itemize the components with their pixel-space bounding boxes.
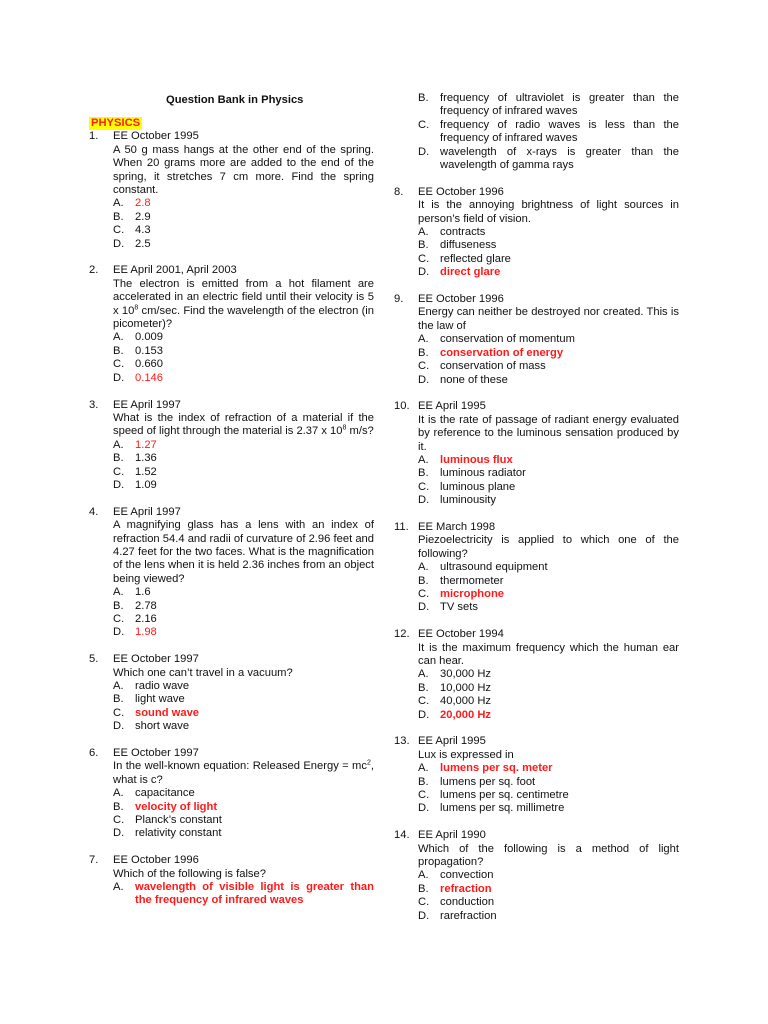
option-text: 4.3: [135, 224, 151, 237]
question-source: EE October 1994: [418, 628, 504, 641]
question-number: 8.: [394, 185, 404, 198]
option: [418, 239, 679, 252]
question-number: 3.: [89, 398, 99, 411]
option-letter: B.: [418, 574, 429, 587]
option-letter: D.: [113, 626, 125, 639]
option-letter: A.: [418, 453, 429, 466]
question-stem: In the well-known equation: Released Energy = $mc^2$, what is c?: [113, 759, 374, 786]
option: [418, 575, 679, 588]
option: [418, 869, 679, 882]
option-letter: A.: [113, 331, 124, 344]
question-stem: Energy can neither be destroyed nor created. This is the law of: [418, 306, 679, 332]
option-letter: C.: [113, 814, 125, 827]
option-text: 0.009: [135, 331, 163, 344]
option-text: Planck’s constant: [135, 814, 222, 827]
question-number: 13.: [394, 735, 410, 748]
question: [89, 653, 374, 733]
option-text: direct glare: [440, 266, 501, 279]
question-source: EE April 1995: [418, 735, 486, 748]
option: [113, 466, 374, 479]
option-letter: B.: [418, 239, 429, 252]
option-text: 0.146: [135, 371, 163, 384]
answer-option: [113, 372, 374, 385]
question-stem: It is the rate of passage of radiant energy evaluated by reference to the luminous sensation produced by it.: [418, 413, 679, 453]
option: [113, 238, 374, 251]
option-letter: A.: [418, 869, 429, 882]
answer-option: [418, 883, 679, 896]
question-number: 6.: [89, 747, 99, 760]
option-letter: D.: [113, 237, 125, 250]
option-letter: D.: [113, 720, 125, 733]
option-letter: D.: [418, 266, 430, 279]
question: [394, 521, 679, 615]
question: [89, 506, 374, 640]
option-letter: B.: [418, 92, 429, 104]
option-text: luminousity: [440, 494, 496, 507]
option: [113, 680, 374, 693]
answer-option: [113, 439, 374, 452]
option-letter: C.: [418, 480, 430, 493]
option-letter: A.: [113, 680, 124, 692]
option-letter: C.: [418, 360, 430, 373]
option: [418, 467, 679, 480]
question: [89, 747, 374, 841]
question-source: EE March 1998: [418, 520, 496, 533]
option-letter: A.: [113, 881, 124, 894]
option-letter: A.: [113, 438, 124, 451]
question-source: EE October 1997: [113, 747, 199, 760]
question-source: EE October 1996: [418, 293, 504, 306]
option-letter: D.: [418, 373, 430, 386]
option-letter: B.: [418, 775, 429, 788]
option-letter: A.: [113, 586, 124, 599]
option: [418, 601, 679, 614]
option-letter: D.: [113, 478, 125, 491]
option: [418, 910, 679, 923]
option-text: TV sets: [440, 601, 478, 614]
option-letter: C.: [113, 465, 125, 478]
question-stem: Which one can’t travel in a vacuum?: [113, 666, 293, 679]
option: [418, 668, 679, 681]
option-text: convection: [440, 869, 494, 882]
option-text: 1.98: [135, 626, 157, 639]
option-letter: A.: [113, 197, 124, 210]
option-text: frequency of ultraviolet is greater than the frequency of infrared waves: [440, 92, 679, 118]
question-stem: The electron is emitted from a hot filament are accelerated in an electric field until their velocity is 5 x $10^8$ cm/sec. Find the wavelength of the electron (in picometer)?: [113, 277, 375, 331]
option-letter: B.: [113, 452, 124, 465]
option-text: 1.27: [135, 438, 157, 451]
option-letter: D.: [113, 827, 125, 840]
option-letter: C.: [418, 118, 430, 131]
option-text: capacitance: [135, 787, 195, 800]
option: [113, 720, 374, 733]
question-source: EE April 2001, April 2003: [113, 264, 237, 277]
question-source: EE October 1995: [113, 130, 199, 143]
option-letter: C.: [113, 706, 125, 719]
option: [113, 211, 374, 224]
option: [113, 331, 374, 344]
question-source: EE October 1996: [113, 854, 199, 867]
option-letter: A.: [418, 333, 429, 346]
option-text: 1.6: [135, 586, 151, 599]
question-number: 2.: [89, 264, 99, 277]
option-letter: C.: [113, 358, 125, 371]
option: [418, 360, 679, 373]
option-text: refraction: [440, 882, 492, 895]
option-text: wavelength of x-rays is greater than the wavelength of gamma rays: [440, 145, 679, 172]
option-text: none of these: [440, 373, 508, 386]
option-letter: B.: [113, 210, 124, 223]
option: [113, 827, 374, 840]
option-text: wavelength of visible light is greater than the frequency of infrared waves: [135, 881, 374, 907]
option-letter: A.: [418, 668, 429, 681]
option: [113, 600, 374, 613]
option-text: 2.9: [135, 210, 151, 223]
option-text: 1.52: [135, 465, 157, 478]
option: [418, 896, 679, 909]
answer-option: [418, 588, 679, 601]
answer-option: [113, 801, 374, 814]
option-letter: C.: [418, 896, 430, 909]
option-text: 1.09: [135, 478, 157, 491]
superscript: 8: [342, 424, 347, 432]
option-text: luminous flux: [440, 453, 513, 466]
option-text: luminous plane: [440, 480, 516, 493]
question-stem: It is the annoying brightness of light sources in person’s field of vision.: [418, 199, 679, 225]
question-source: EE October 1996: [418, 185, 504, 198]
option-text: contracts: [440, 226, 486, 239]
option-text: sound wave: [135, 706, 200, 719]
option: [113, 479, 374, 492]
option-letter: D.: [418, 802, 430, 815]
option-text: conservation of momentum: [440, 333, 575, 346]
option-text: 40,000 Hz: [440, 695, 491, 708]
question-number: 4.: [89, 505, 99, 518]
option-letter: D.: [418, 145, 430, 158]
option-text: 1.36: [135, 452, 157, 465]
superscript: 2: [366, 759, 371, 767]
option-text: thermometer: [440, 574, 504, 587]
question: [394, 735, 679, 815]
option: [113, 452, 374, 465]
option: [418, 92, 679, 119]
option-letter: B.: [113, 599, 124, 612]
option-letter: B.: [418, 346, 429, 359]
option-text: 2.8: [135, 197, 151, 210]
option-letter: D.: [418, 601, 430, 614]
option-letter: C.: [113, 612, 125, 625]
option: [418, 561, 679, 574]
option-text: lumens per sq. millimetre: [440, 802, 565, 815]
option-letter: D.: [418, 708, 430, 721]
question-source: EE April 1997: [113, 505, 181, 518]
section-heading: PHYSICS: [91, 117, 141, 129]
left-column: [89, 117, 374, 921]
option-letter: B.: [113, 344, 124, 357]
question-number: 14.: [394, 829, 410, 842]
option: [418, 146, 679, 173]
question: [394, 293, 679, 387]
question-number: 1.: [89, 130, 99, 143]
right-column: [394, 92, 679, 936]
option: [113, 224, 374, 237]
question-7-continuation: [394, 92, 679, 172]
option-letter: C.: [418, 252, 430, 265]
option: [418, 226, 679, 239]
option: [113, 358, 374, 371]
option-text: frequency of radio waves is less than the frequency of infrared waves: [440, 118, 679, 145]
question-source: EE April 1997: [113, 398, 181, 411]
option-letter: A.: [418, 762, 429, 775]
option-text: microphone: [440, 587, 505, 600]
answer-option: [418, 762, 679, 775]
option: [113, 613, 374, 626]
question: [89, 399, 374, 493]
answer-option: [418, 454, 679, 467]
option: [418, 802, 679, 815]
option-letter: A.: [418, 561, 429, 574]
option: [418, 682, 679, 695]
question-stem: It is the maximum frequency which the human ear can hear.: [418, 641, 679, 667]
question-number: 12.: [394, 628, 410, 641]
question-stem: A magnifying glass has a lens with an index of refraction 54.4 and radii of curvature of 2.96 feet and 4.27 feet for the two faces. What is the magnification of the lens when it is held 2.36 inches from an object being viewed?: [113, 519, 374, 585]
option-text: 2.5: [135, 237, 151, 250]
question: [394, 400, 679, 507]
option-letter: B.: [113, 800, 124, 813]
option-letter: C.: [418, 695, 430, 708]
answer-option: [113, 197, 374, 210]
option-text: 10,000 Hz: [440, 681, 491, 694]
page-title: Question Bank in Physics: [166, 94, 304, 106]
question-source: EE April 1990: [418, 829, 486, 842]
question-stem: Lux is expressed in: [418, 748, 514, 761]
option-text: 2.78: [135, 599, 157, 612]
question-number: 11.: [394, 520, 409, 533]
option-text: radio wave: [135, 680, 190, 692]
option: [113, 814, 374, 827]
question-stem: What is the index of refraction of a material if the speed of light through the material is 2.37 x $10^8$ m/s?: [113, 411, 374, 438]
option-text: 20,000 Hz: [440, 708, 491, 721]
option: [418, 253, 679, 266]
option-letter: B.: [418, 882, 429, 895]
option-text: conduction: [440, 896, 495, 909]
answer-option: [418, 347, 679, 360]
option: [418, 333, 679, 346]
option-text: lumens per sq. foot: [440, 775, 536, 788]
option-text: 0.660: [135, 358, 163, 371]
option-letter: C.: [113, 224, 125, 237]
option-letter: B.: [418, 681, 429, 694]
option-text: rarefraction: [440, 909, 497, 922]
option-text: lumens per sq. centimetre: [440, 789, 569, 802]
option: [418, 789, 679, 802]
option-text: velocity of light: [135, 800, 218, 813]
question-number: 10.: [394, 400, 410, 413]
option: [418, 119, 679, 146]
option-letter: C.: [418, 587, 430, 600]
question: [89, 130, 374, 251]
option: [418, 776, 679, 789]
answer-option: [418, 266, 679, 279]
option: [113, 345, 374, 358]
option-letter: B.: [113, 693, 124, 706]
option-text: relativity constant: [135, 827, 222, 840]
option-text: short wave: [135, 720, 190, 733]
answer-option: [418, 709, 679, 722]
option-text: ultrasound equipment: [440, 561, 548, 574]
question: [394, 628, 679, 722]
answer-option: [113, 626, 374, 639]
question-source: EE October 1997: [113, 653, 199, 666]
option-letter: A.: [418, 226, 429, 239]
option: [418, 494, 679, 507]
option-text: reflected glare: [440, 252, 511, 265]
question-stem: Which of the following is a method of light propagation?: [418, 842, 679, 869]
question-number: 9.: [394, 293, 404, 306]
question-number: 5.: [89, 653, 99, 666]
question-list-right: [394, 186, 679, 923]
option-text: 2.16: [135, 612, 157, 625]
question-source: EE April 1995: [418, 400, 486, 413]
question-number: 7.: [89, 854, 99, 867]
option-letter: A.: [113, 787, 124, 800]
question-stem: A 50 g mass hangs at the other end of the spring. When 20 grams more are added to the end of the spring, it stretches 7 cm more. Find the spring constant.: [113, 143, 374, 197]
superscript: 8: [134, 303, 139, 311]
option-letter: D.: [418, 494, 430, 507]
option-letter: D.: [113, 371, 125, 384]
option: [418, 374, 679, 387]
option-text: diffuseness: [440, 239, 497, 252]
option-text: light wave: [135, 693, 185, 706]
question: [394, 829, 679, 923]
option-text: 0.153: [135, 344, 163, 357]
option: [113, 693, 374, 706]
option-text: luminous radiator: [440, 467, 526, 480]
option: [418, 695, 679, 708]
option-letter: B.: [418, 467, 429, 480]
option-letter: C.: [418, 789, 430, 802]
option-letter: D.: [418, 909, 430, 922]
option-text: 30,000 Hz: [440, 668, 491, 681]
question: [89, 854, 374, 908]
question-list-left: [89, 130, 374, 907]
option: [113, 586, 374, 599]
question: [89, 264, 374, 385]
option: [113, 787, 374, 800]
question-stem: Piezoelectricity is applied to which one of the following?: [418, 534, 679, 560]
answer-option: [113, 881, 374, 908]
answer-option: [113, 707, 374, 720]
option: [418, 481, 679, 494]
option-text: lumens per sq. meter: [440, 762, 553, 775]
question-stem: Which of the following is false?: [113, 867, 266, 880]
option-text: conservation of mass: [440, 360, 546, 373]
option-text: conservation of energy: [440, 346, 564, 359]
question: [394, 186, 679, 280]
